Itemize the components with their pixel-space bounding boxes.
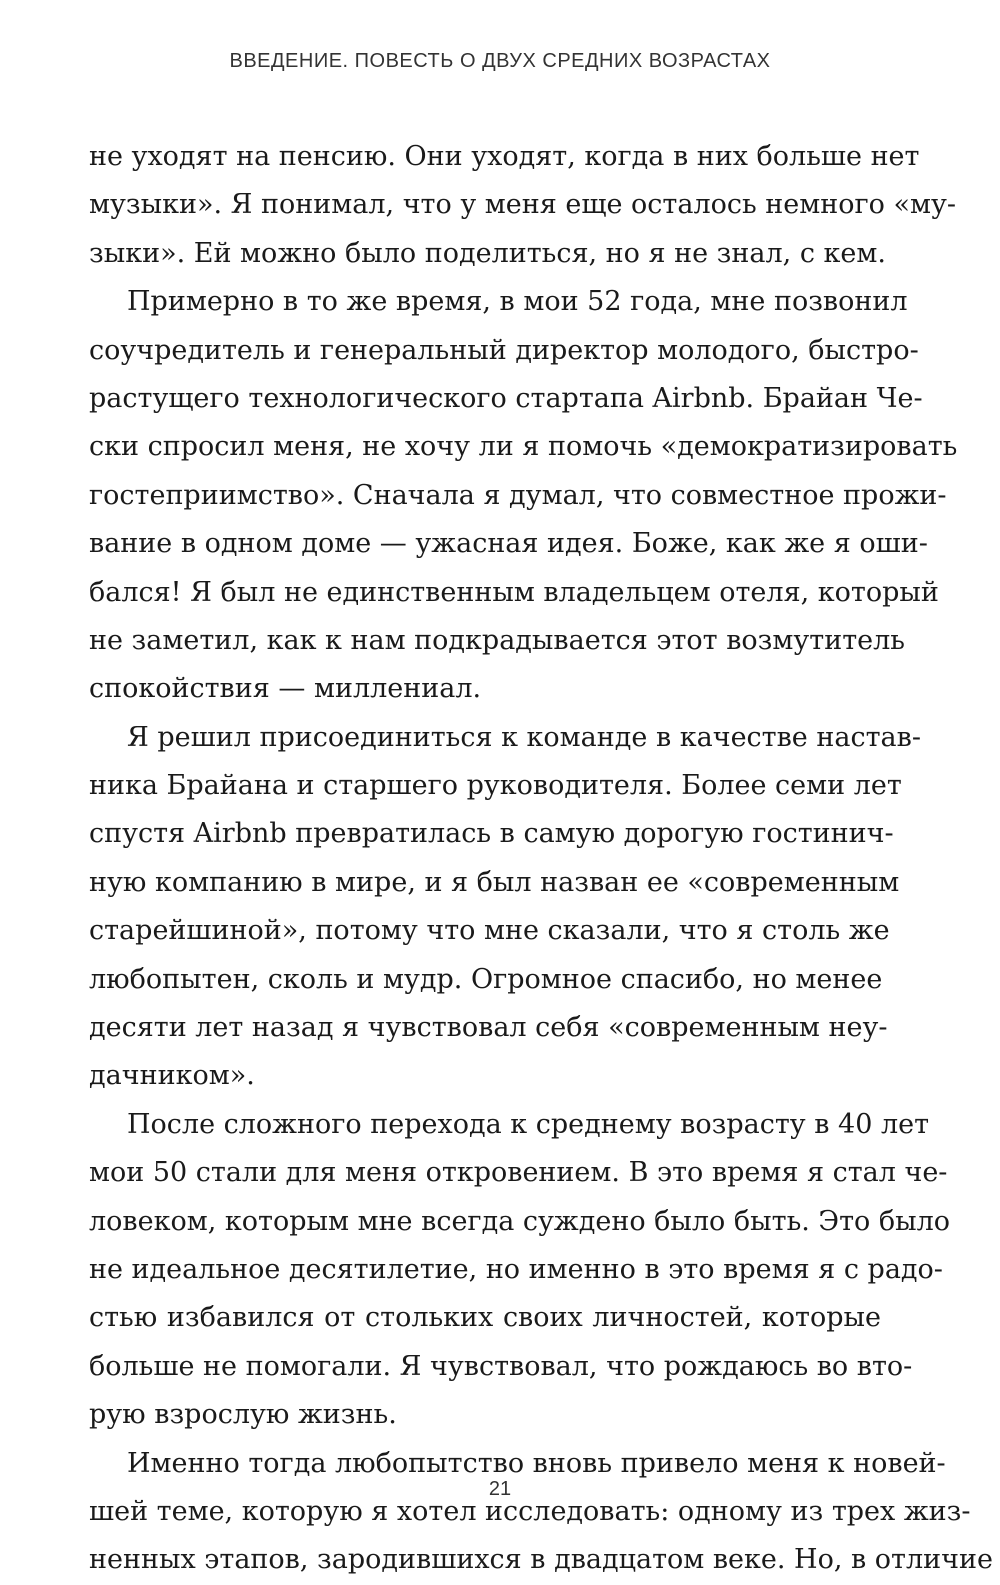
text-line: шей теме, которую я хотел исследовать: одному из трех жиз- — [89, 1495, 971, 1527]
paragraph — [89, 278, 958, 714]
text-line: ную компанию в мире, и я был назван ее «современным — [89, 866, 900, 898]
text-line: десяти лет назад я чувствовал себя «современным неу- — [89, 1012, 888, 1044]
text-line: мои 50 стали для меня откровением. В это время я стал че- — [89, 1157, 948, 1189]
text-line: не уходят на пенсию. Они уходят, когда в них больше нет — [89, 141, 920, 172]
running-header: ВВЕДЕНИЕ. ПОВЕСТЬ О ДВУХ СРЕДНИХ ВОЗРАСТАХ — [229, 50, 771, 72]
body-text — [89, 133, 993, 1585]
text-line: соучредитель и генеральный директор молодого, быстро- — [89, 334, 919, 366]
text-line: После сложного перехода к среднему возрасту в 40 лет — [127, 1108, 930, 1140]
text-line: Именно тогда любопытство вновь привело меня к новей- — [127, 1447, 946, 1479]
text-line: стью избавился от стольких своих личностей, которые — [89, 1302, 881, 1334]
text-line: любопытен, сколь и мудр. Огромное спасибо, но менее — [89, 963, 883, 995]
text-line: дачником». — [89, 1060, 255, 1092]
page-number: 21 — [488, 1478, 512, 1500]
text-line: ненных этапов, зародившихся в двадцатом веке. Но, в отличие — [89, 1544, 993, 1576]
text-line: спустя Airbnb превратилась в самую дорогую гостинич- — [89, 818, 894, 850]
text-line: больше не помогали. Я чувствовал, что рождаюсь во вто- — [89, 1350, 913, 1382]
text-line: не идеальное десятилетие, но именно в это время я с радо- — [89, 1253, 943, 1285]
paragraph — [89, 1440, 993, 1585]
text-line: вание в одном доме — ужасная идея. Боже, как же я оши- — [89, 528, 928, 560]
text-line: старейшиной», потому что мне сказали, что я столь же — [89, 915, 890, 947]
text-line: музыки». Я понимал, что у меня еще осталось немного «му- — [89, 189, 956, 221]
text-line: ски спросил меня, не хочу ли я помочь «демократизировать — [89, 431, 958, 463]
paragraph — [89, 1101, 951, 1440]
text-line: ника Брайана и старшего руководителя. Более семи лет — [89, 770, 902, 802]
text-line: не заметил, как к нам подкрадывается этот возмутитель — [89, 624, 905, 656]
text-line: ловеком, которым мне всегда суждено было быть. Это было — [89, 1205, 951, 1237]
text-line: Примерно в то же время, в мои 52 года, мне позвонил — [127, 286, 908, 318]
text-line: бался! Я был не единственным владельцем отеля, который — [89, 576, 939, 608]
text-line: гостеприимство». Сначала я думал, что совместное прожи- — [89, 479, 947, 511]
text-line: спокойствия — миллениал. — [89, 673, 482, 705]
text-line: растущего технологического стартапа Airbnb. Брайан Че- — [89, 382, 923, 414]
text-line: зыки». Ей можно было поделиться, но я не знал, с кем. — [89, 237, 886, 269]
paragraph — [89, 133, 956, 278]
text-line: рую взрослую жизнь. — [89, 1399, 397, 1431]
paragraph — [89, 714, 921, 1101]
text-line: Я решил присоединиться к команде в качестве настав- — [127, 721, 921, 753]
